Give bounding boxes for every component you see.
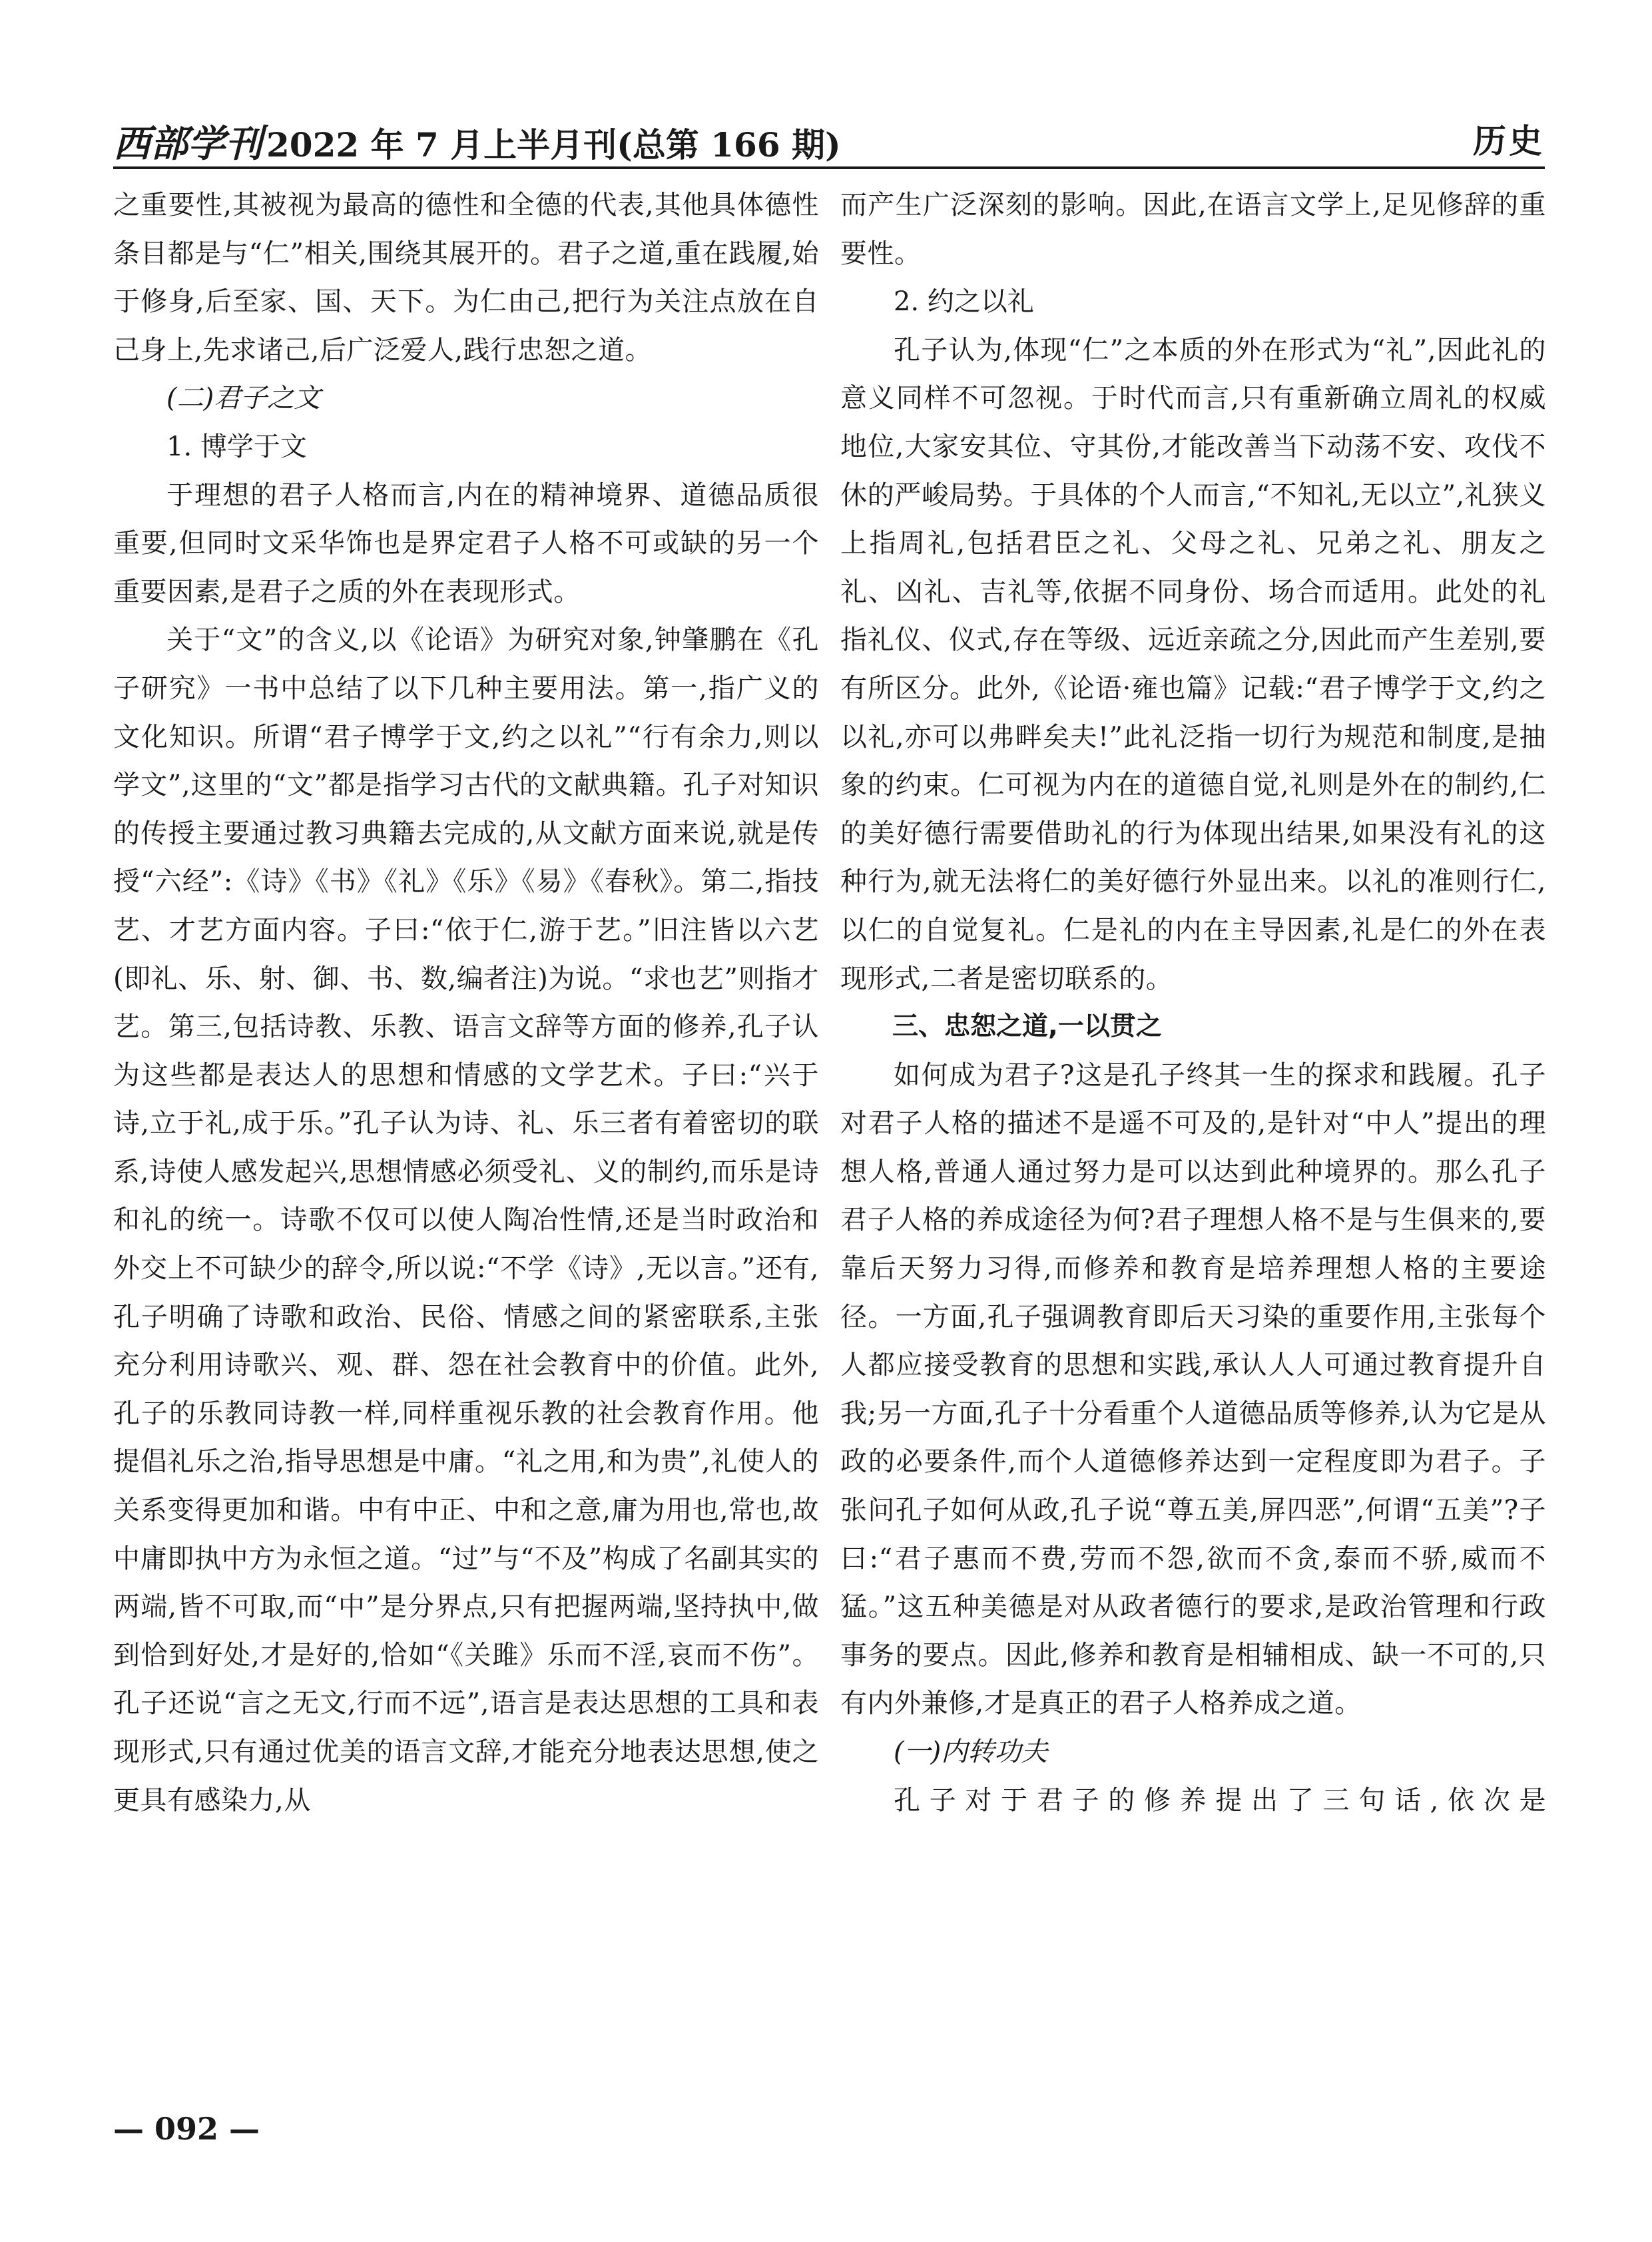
left-column <box>113 181 819 1824</box>
header-rule <box>113 166 1545 169</box>
page-number: — 092 — <box>113 2111 260 2147</box>
body-paragraph: 孔子对于君子的修养提出了三句话,依次是 <box>894 1785 1546 1816</box>
section-label: 历史 <box>1473 122 1545 160</box>
issue-info: 2022 年 7 月上半月刊(总第 166 期) <box>266 125 841 164</box>
section-heading: 1. 博学于文 <box>166 431 307 462</box>
body-paragraph: 孔子认为,体现“仁”之本质的外在形式为“礼”,因此礼的意义同样不可忽视。于时代而言,只有重新确立周礼的权威地位,大家安其位、守其份,才能改善当下动荡不安、攻伐不休的严峻局势。于具体的个人而言,“不知礼,无以立”,礼狭义上指周礼,包括君臣之礼、父母之礼、兄弟之礼、朋友之礼、凶礼、吉礼等,依据不同身份、场合而适用。此处的礼指礼仪、仪式,存在等级、远近亲疏之分,因此而产生差别,要有所区分。此外,《论语·雍也篇》记载:“君子博学于文,约之以礼,亦可以弗畔矣夫!”此礼泛指一切行为规范和制度,是抽象的约束。仁可视为内在的道德自觉,礼则是外在的制约,仁的美好德行需要借助礼的行为体现出结果,如果没有礼的这种行为,就无法将仁的美好德行外显出来。以礼的准则行仁,以仁的自觉复礼。仁是礼的内在主导因素,礼是仁的外在表现形式,二者是密切联系的。 <box>840 334 1546 994</box>
section-heading: 2. 约之以礼 <box>894 286 1034 318</box>
journal-masthead <box>113 115 841 168</box>
section-heading: 三、忠恕之道,一以贯之 <box>892 1011 1162 1042</box>
body-paragraph: 于理想的君子人格而言,内在的精神境界、道德品质很重要,但同时文采华饰也是界定君子人格不可或缺的另一个重要因素,是君子之质的外在表现形式。 <box>113 479 819 607</box>
journal-logo: 西部学刊 <box>113 122 262 166</box>
page-header <box>113 100 1545 173</box>
section-heading: (一)内转功夫 <box>894 1737 1048 1767</box>
body-paragraph: 如何成为君子?这是孔子终其一生的探求和践履。孔子对君子人格的描述不是遥不可及的,是针对“中人”提出的理想人格,普通人通过努力是可以达到此种境界的。那么孔子君子人格的养成途径为何?君子理想人格不是与生俱来的,要靠后天努力习得,而修养和教育是培养理想人格的主要途径。一方面,孔子强调教育即后天习染的重要作用,主张每个人都应接受教育的思想和实践,承认人人可通过教育提升自我;另一方面,孔子十分看重个人道德品质等修养,认为它是从政的必要条件,而个人道德修养达到一定程度即为君子。子张问孔子如何从政,孔子说“尊五美,屏四恶”,何谓“五美”?子曰:“君子惠而不费,劳而不怨,欲而不贪,泰而不骄,威而不猛。”这五种美德是对从政者德行的要求,是政治管理和行政事务的要点。因此,修养和教育是相辅相成、缺一不可的,只有内外兼修,才是真正的君子人格养成之道。 <box>840 1059 1546 1719</box>
right-column <box>840 181 1546 1824</box>
body-paragraph: 关于“文”的含义,以《论语》为研究对象,钟肇鹏在《孔子研究》一书中总结了以下几种主要用法。第一,指广义的文化知识。所谓“君子博学于文,约之以礼”“行有余力,则以学文”,这里的“文”都是指学习古代的文献典籍。孔子对知识的传授主要通过教习典籍去完成的,从文献方面来说,就是传授“六经”:《诗》《书》《礼》《乐》《易》《春秋》。第二,指技艺、才艺方面内容。子曰:“依于仁,游于艺。”旧注皆以六艺(即礼、乐、射、御、书、数,编者注)为说。“求也艺”则指才艺。第三,包括诗教、乐教、语言文辞等方面的修养,孔子认为这些都是表达人的思想和情感的文学艺术。子曰:“兴于诗,立于礼,成于乐。”孔子认为诗、礼、乐三者有着密切的联系,诗使人感发起兴,思想情感必须受礼、义的制约,而乐是诗和礼的统一。诗歌不仅可以使人陶冶性情,还是当时政治和外交上不可缺少的辞令,所以说:“不学《诗》,无以言。”还有,孔子明确了诗歌和政治、民俗、情感之间的紧密联系,主张充分利用诗歌兴、观、群、怨在社会教育中的价值。此外,孔子的乐教同诗教一样,同样重视乐教的社会教育作用。他提倡礼乐之治,指导思想是中庸。“礼之用,和为贵”,礼使人的关系变得更加和谐。中有中正、中和之意,庸为用也,常也,故中庸即执中方为永恒之道。“过”与“不及”构成了名副其实的两端,皆不可取,而“中”是分界点,只有把握两端,坚持执中,做到恰到好处,才是好的,恰如“《关雎》乐而不淫,哀而不伤”。孔子还说“言之无文,行而不远”,语言是表达思想的工具和表现形式,只有通过优美的语言文辞,才能充分地表达思想,使之更具有感染力,从 <box>113 625 819 1816</box>
body-paragraph: 而产生广泛深刻的影响。因此,在语言文学上,足见修辞的重要性。 <box>840 190 1546 269</box>
body-paragraph: 之重要性,其被视为最高的德性和全德的代表,其他具体德性条目都是与“仁”相关,围绕其展开的。君子之道,重在践履,始于修身,后至家、国、天下。为仁由己,把行为关注点放在自己身上,先求诸己,后广泛爱人,践行忠恕之道。 <box>113 190 819 366</box>
section-heading: (二)君子之文 <box>166 383 321 414</box>
